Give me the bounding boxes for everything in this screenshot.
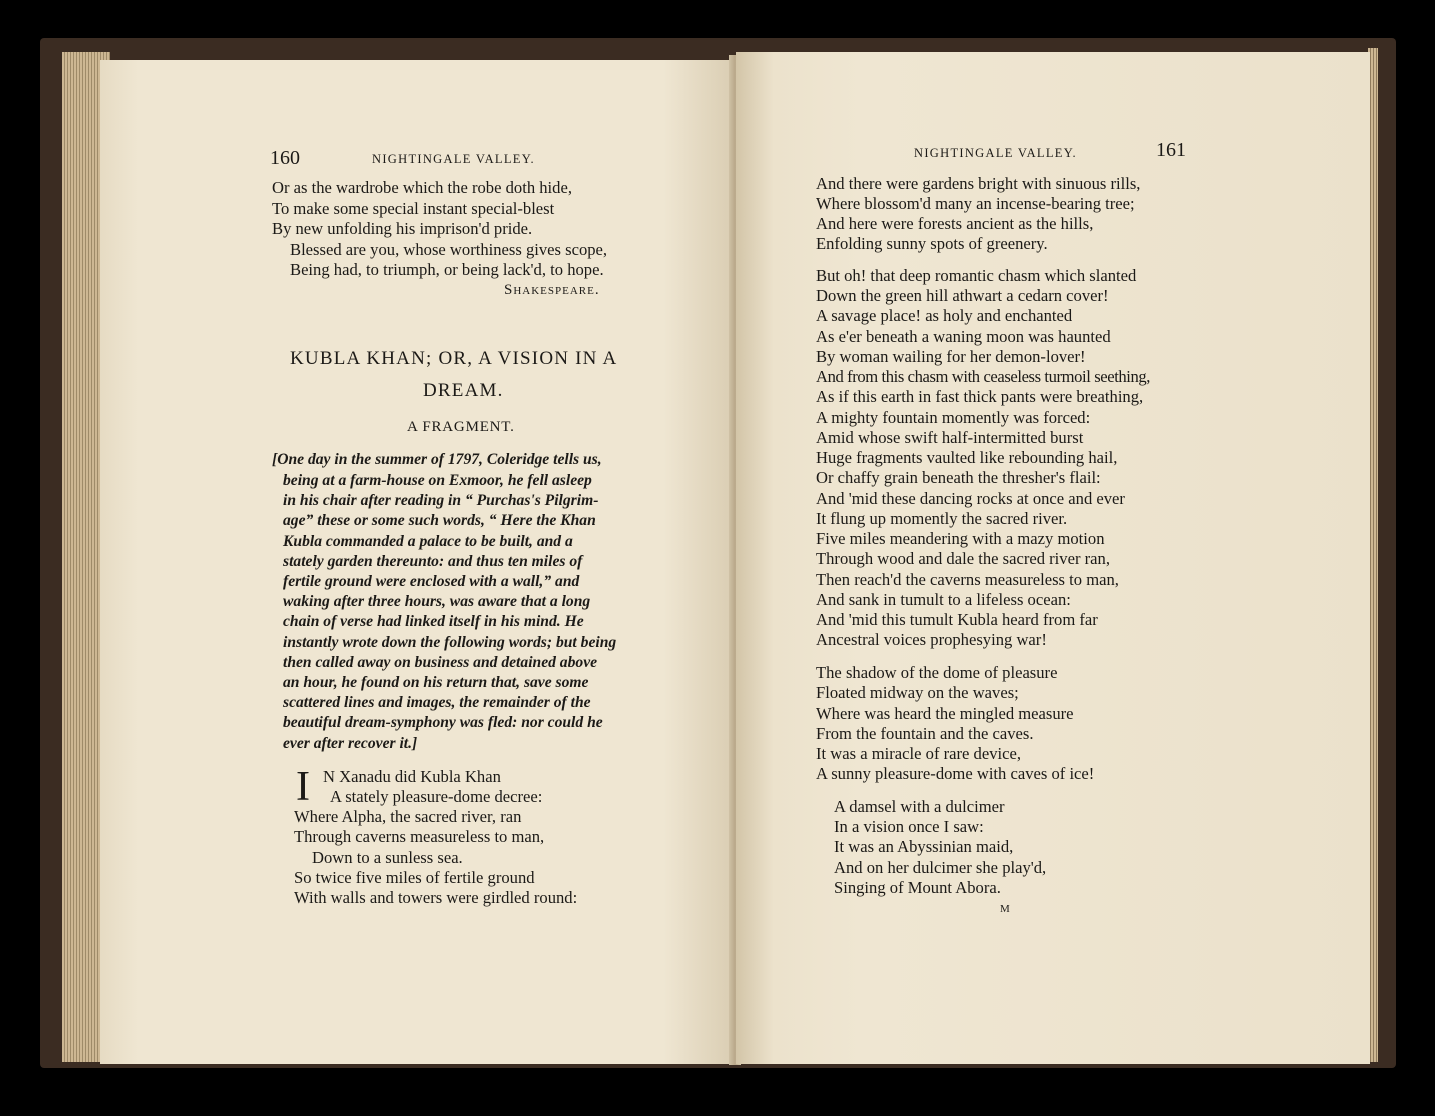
- note-line: stately garden thereunto: and thus ten miles of: [283, 553, 583, 570]
- page-number: 160: [270, 147, 300, 169]
- left-page: [100, 60, 740, 1064]
- note-line: an hour, he found on his return that, save some: [283, 674, 589, 691]
- note-line: age” these or some such words, “ Here the Khan: [283, 512, 596, 529]
- poem-line: Where was heard the mingled measure: [816, 704, 1074, 723]
- poem-line: A savage place! as holy and enchanted: [816, 306, 1073, 325]
- note-line: Kubla commanded a palace to be built, and a: [283, 533, 573, 550]
- poem-line: It was an Abyssinian maid,: [834, 837, 1014, 856]
- note-line: then called away on business and detained above: [283, 654, 598, 671]
- poem-line: And on her dulcimer she play'd,: [834, 858, 1047, 877]
- sonnet-line: Blessed are you, whose worthiness gives scope,: [290, 240, 608, 259]
- poem-line: And 'mid these dancing rocks at once and ever: [816, 489, 1125, 508]
- poem-line: Enfolding sunny spots of greenery.: [816, 234, 1048, 253]
- poem-line: The shadow of the dome of pleasure: [816, 663, 1058, 682]
- note-line: ever after recover it.]: [283, 735, 418, 752]
- note-line: [One day in the summer of 1797, Coleridge tells us,: [272, 451, 602, 468]
- poem-line: Floated midway on the waves;: [816, 683, 1019, 702]
- poem-line: And sank in tumult to a lifeless ocean:: [816, 590, 1071, 609]
- note-line: beautiful dream-symphony was fled: nor could he: [283, 714, 603, 731]
- signature-mark: M: [1000, 903, 1010, 915]
- note-line: chain of verse had linked itself in his mind. He: [283, 613, 584, 630]
- poem-line: In a vision once I saw:: [834, 817, 984, 836]
- poem-line: Down the green hill athwart a cedarn cover!: [816, 286, 1109, 305]
- poem-line: Through caverns measureless to man,: [294, 827, 545, 846]
- running-head: NIGHTINGALE VALLEY.: [372, 152, 535, 166]
- note-line: scattered lines and images, the remainder of the: [283, 694, 591, 711]
- drop-cap: I: [296, 764, 310, 810]
- poem-line: So twice five miles of fertile ground: [294, 868, 535, 887]
- poem-line: With walls and towers were girdled round:: [294, 888, 578, 907]
- note-line: instantly wrote down the following words; but being: [283, 634, 617, 651]
- note-line: being at a farm-house on Exmoor, he fell asleep: [283, 472, 592, 489]
- poem-line: Singing of Mount Abora.: [834, 878, 1001, 897]
- poem-line: And here were forests ancient as the hills,: [816, 214, 1094, 233]
- running-head: NIGHTINGALE VALLEY.: [914, 146, 1077, 160]
- note-line: fertile ground were enclosed with a wall,” and: [283, 573, 580, 590]
- poem-title-continued: DREAM.: [423, 380, 504, 401]
- poem-line: A sunny pleasure-dome with caves of ice!: [816, 764, 1095, 783]
- subtitle: A FRAGMENT.: [407, 419, 515, 435]
- poem-line: Ancestral voices prophesying war!: [816, 630, 1047, 649]
- poem-line: Through wood and dale the sacred river ran,: [816, 549, 1110, 568]
- sonnet-line: To make some special instant special-blest: [272, 199, 555, 218]
- poem-line: From the fountain and the caves.: [816, 724, 1034, 743]
- poem-line: And 'mid this tumult Kubla heard from far: [816, 610, 1098, 629]
- poem-line: It was a miracle of rare device,: [816, 744, 1021, 763]
- poem-line: A stately pleasure-dome decree:: [330, 787, 543, 806]
- sonnet-line: Or as the wardrobe which the robe doth hide,: [272, 178, 572, 197]
- note-line: in his chair after reading in “ Purchas's Pilgrim-: [283, 492, 599, 509]
- poem-line: It flung up momently the sacred river.: [816, 509, 1068, 528]
- right-page: [736, 52, 1370, 1064]
- attribution: Shakespeare.: [504, 282, 600, 298]
- sonnet-line: By new unfolding his imprison'd pride.: [272, 219, 533, 238]
- poem-line: But oh! that deep romantic chasm which slanted: [816, 266, 1137, 285]
- poem-line: Down to a sunless sea.: [312, 848, 463, 867]
- page-number: 161: [1156, 139, 1186, 161]
- poem-line: Or chaffy grain beneath the thresher's flail:: [816, 468, 1101, 487]
- poem-line: As e'er beneath a waning moon was haunted: [816, 327, 1111, 346]
- poem-line: Five miles meandering with a mazy motion: [816, 529, 1105, 548]
- poem-line: Amid whose swift half-intermitted burst: [816, 428, 1084, 447]
- poem-line: By woman wailing for her demon-lover!: [816, 347, 1086, 366]
- poem-line: And from this chasm with ceaseless turmoil seething,: [816, 367, 1151, 386]
- poem-line: Where Alpha, the sacred river, ran: [294, 807, 522, 826]
- poem-line: As if this earth in fast thick pants were breathing,: [816, 387, 1144, 406]
- poem-line: And there were gardens bright with sinuous rills,: [816, 174, 1141, 193]
- poem-line: Then reach'd the caverns measureless to man,: [816, 570, 1119, 589]
- poem-line: Where blossom'd many an incense-bearing tree;: [816, 194, 1135, 213]
- poem-line: A mighty fountain momently was forced:: [816, 408, 1091, 427]
- sonnet-line: Being had, to triumph, or being lack'd, to hope.: [290, 260, 604, 279]
- poem-line: Huge fragments vaulted like rebounding hail,: [816, 448, 1118, 467]
- poem-line: A damsel with a dulcimer: [834, 797, 1005, 816]
- poem-title: KUBLA KHAN; OR, A VISION IN A: [290, 348, 618, 369]
- poem-line: N Xanadu did Kubla Khan: [323, 767, 501, 786]
- note-line: waking after three hours, was aware that a long: [283, 593, 591, 610]
